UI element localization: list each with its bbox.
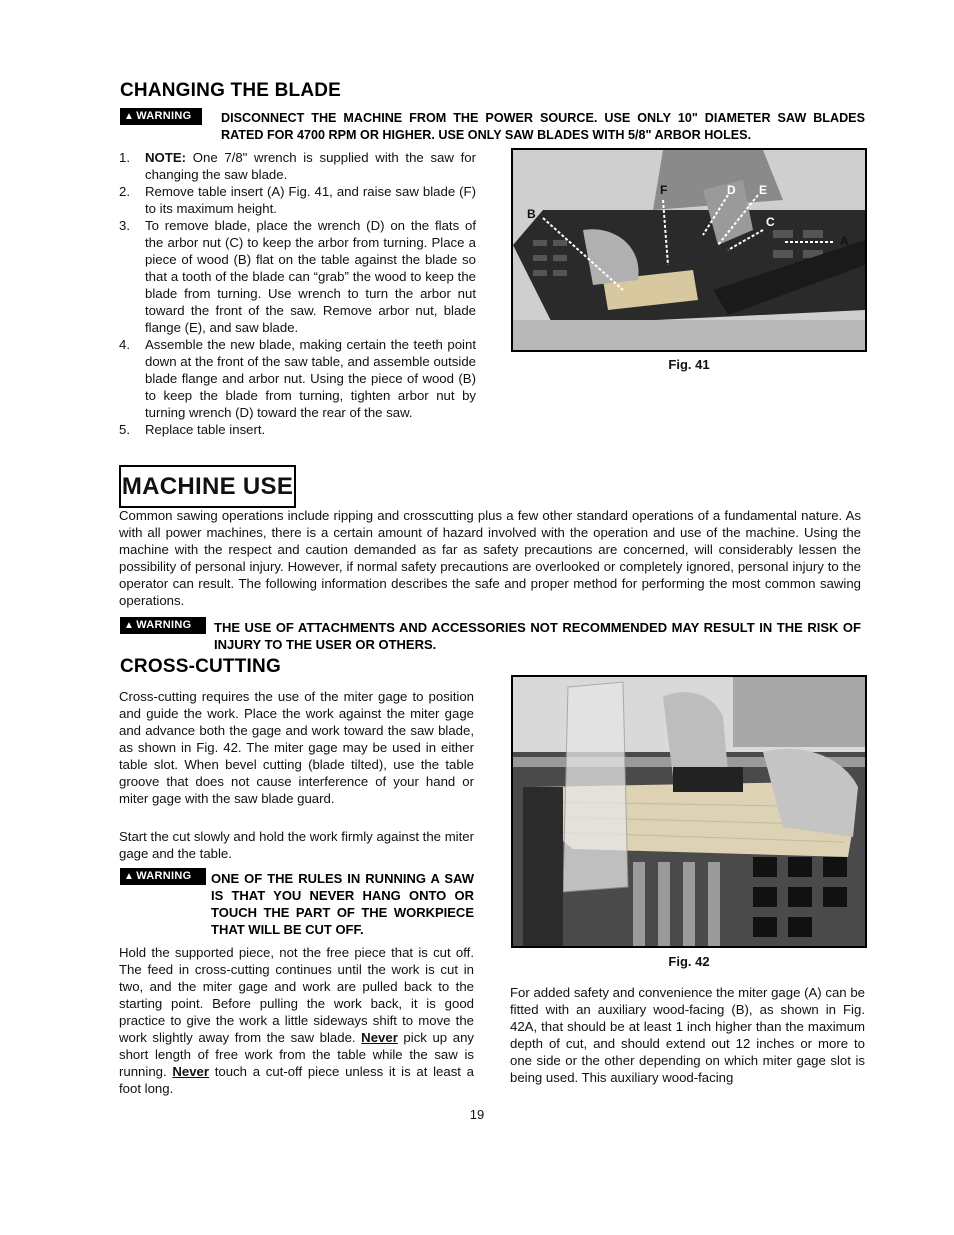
figure-42-photo	[511, 675, 867, 948]
paragraph-text: pick up any short length of free work from the table while the saw is running.	[119, 1030, 474, 1079]
warning-badge-label: WARNING	[136, 110, 192, 122]
figure-41-caption: Fig. 41	[668, 357, 710, 372]
blade-warning-text: DISCONNECT THE MACHINE FROM THE POWER SOURCE. USE ONLY 10" DIAMETER SAW BLADES RATED FOR 4700 RPM OR HIGHER. USE ONLY SAW BLADES WITH 5/8" ARBOR HOLES.	[221, 111, 865, 142]
step-text: Remove table insert (A) Fig. 41, and raise saw blade (F) to its maximum height.	[145, 184, 476, 216]
attachments-warning-text: THE USE OF ATTACHMENTS AND ACCESSORIES NOT RECOMMENDED MAY RESULT IN THE RISK OF INJURY TO THE USER OR OTHERS.	[214, 620, 861, 652]
blade-steps-list	[119, 149, 476, 438]
step-text: Assemble the new blade, making certain the teeth point down at the front of the saw table, and assemble outside blade flange and arbor nut. Using the piece of wood (B) to keep the blade from turning, tighten arbor nut by turning wrench (D) toward the rear of the saw.	[145, 337, 476, 420]
callout-label: A	[840, 234, 849, 248]
step-number: 2.	[119, 184, 130, 199]
step-text: Replace table insert.	[145, 422, 266, 437]
figure-41-photo	[511, 148, 867, 352]
callout-label: B	[527, 207, 536, 221]
step-number: 3.	[119, 218, 130, 233]
list-item	[119, 421, 476, 438]
warning-triangle-icon: ▲	[124, 870, 135, 882]
machine-use-heading: MACHINE USE	[121, 473, 294, 500]
cross-cutting-heading: CROSS-CUTTING	[120, 656, 281, 677]
warning-triangle-icon: ▲	[124, 619, 135, 631]
machine-use-intro: Common sawing operations include ripping and crosscutting plus a few other standard operations of a fundamental nature. As with all power machines, there is a certain amount of hazard involved with the operation and use of the machine. Using the machine with the respect and caution demanded as far as safety precautions are concerned, will considerably lessen the possibility of personal injury. However, if normal safety precautions are overlooked or completely ignored, personal injury to the operator can result. The following information describes the safe and proper method for performing the most common sawing operations.	[119, 508, 861, 608]
step-text: One 7/8" wrench is supplied with the saw for changing the saw blade.	[145, 150, 476, 182]
list-item	[119, 149, 476, 183]
step-number: 1.	[119, 150, 130, 165]
callout-label: F	[660, 183, 668, 197]
step-number: 5.	[119, 422, 130, 437]
changing-blade-heading: CHANGING THE BLADE	[120, 80, 342, 101]
callout-label: E	[759, 183, 768, 197]
machine-use-heading-box	[119, 465, 296, 508]
step-number: 4.	[119, 337, 130, 352]
warning-badge-label: WARNING	[136, 870, 192, 882]
cross-cutting-paragraph-1: Cross-cutting requires the use of the miter gage to position and guide the work. Place the work against the miter gage and advance both the gage and work toward the saw blade, as shown in Fig. 42. The miter gage may be used in either table slot. When bevel cutting (blade tilted), use the table groove that does not cause interference of your hand or miter gage with the saw blade guard.	[119, 689, 474, 806]
list-item	[119, 336, 476, 421]
page-number: 19	[469, 1107, 485, 1122]
table-saw-blade-illustration	[513, 150, 865, 350]
emphasis-never: Never	[172, 1064, 210, 1079]
warning-badge	[120, 868, 206, 885]
warning-triangle-icon: ▲	[124, 110, 135, 122]
list-item	[119, 217, 476, 336]
paragraph-text: Hold the supported piece, not the free piece that is cut off. The feed in cross-cutting continues until the work is cut in two, and the miter gage and work are pulled back to the starting point. Before pulling the work back, it is good practice to give the work a little sideways shift to move the work slightly away from the saw blade.	[119, 945, 474, 1045]
cross-cutting-warning-text: ONE OF THE RULES IN RUNNING A SAW IS THAT YOU NEVER HANG ONTO OR TOUCH THE PART OF THE WORKPIECE THAT WILL BE CUT OFF.	[211, 871, 474, 937]
figure-42-caption: Fig. 42	[668, 954, 710, 969]
cross-cutting-paragraph-3	[119, 944, 474, 1097]
warning-badge-label: WARNING	[136, 619, 192, 631]
cross-cutting-paragraph-2: Start the cut slowly and hold the work firmly against the miter gage and the table.	[119, 829, 474, 861]
miter-gage-crosscut-illustration	[513, 677, 865, 946]
list-item	[119, 183, 476, 217]
callout-label: C	[766, 215, 775, 229]
step-note-label: NOTE:	[145, 150, 187, 165]
callout-label: D	[727, 183, 736, 197]
emphasis-never: Never	[361, 1030, 398, 1045]
paragraph-text: touch a cut-off piece unless it is at least a foot long.	[119, 1064, 474, 1096]
warning-badge	[120, 617, 206, 634]
warning-badge	[120, 108, 202, 125]
step-text: To remove blade, place the wrench (D) on the flats of the arbor nut (C) to keep the arbor from turning. Place a piece of wood (B) flat on the table against the blade so that a tooth of the blade can “grab” the wood to keep the blade from turning. Use wrench to turn the arbor nut toward the front of the saw. Remove arbor nut, blade flange (E), and saw blade.	[145, 218, 476, 335]
auxiliary-facing-paragraph: For added safety and convenience the miter gage (A) can be fitted with an auxiliary wood-facing (B), as shown in Fig. 42A, that should be at least 1 inch higher than the maximum depth of cut, and should extend out 12 inches or more to one side or the other depending on which miter gage slot is being used. This auxiliary wood-facing	[510, 985, 865, 1085]
